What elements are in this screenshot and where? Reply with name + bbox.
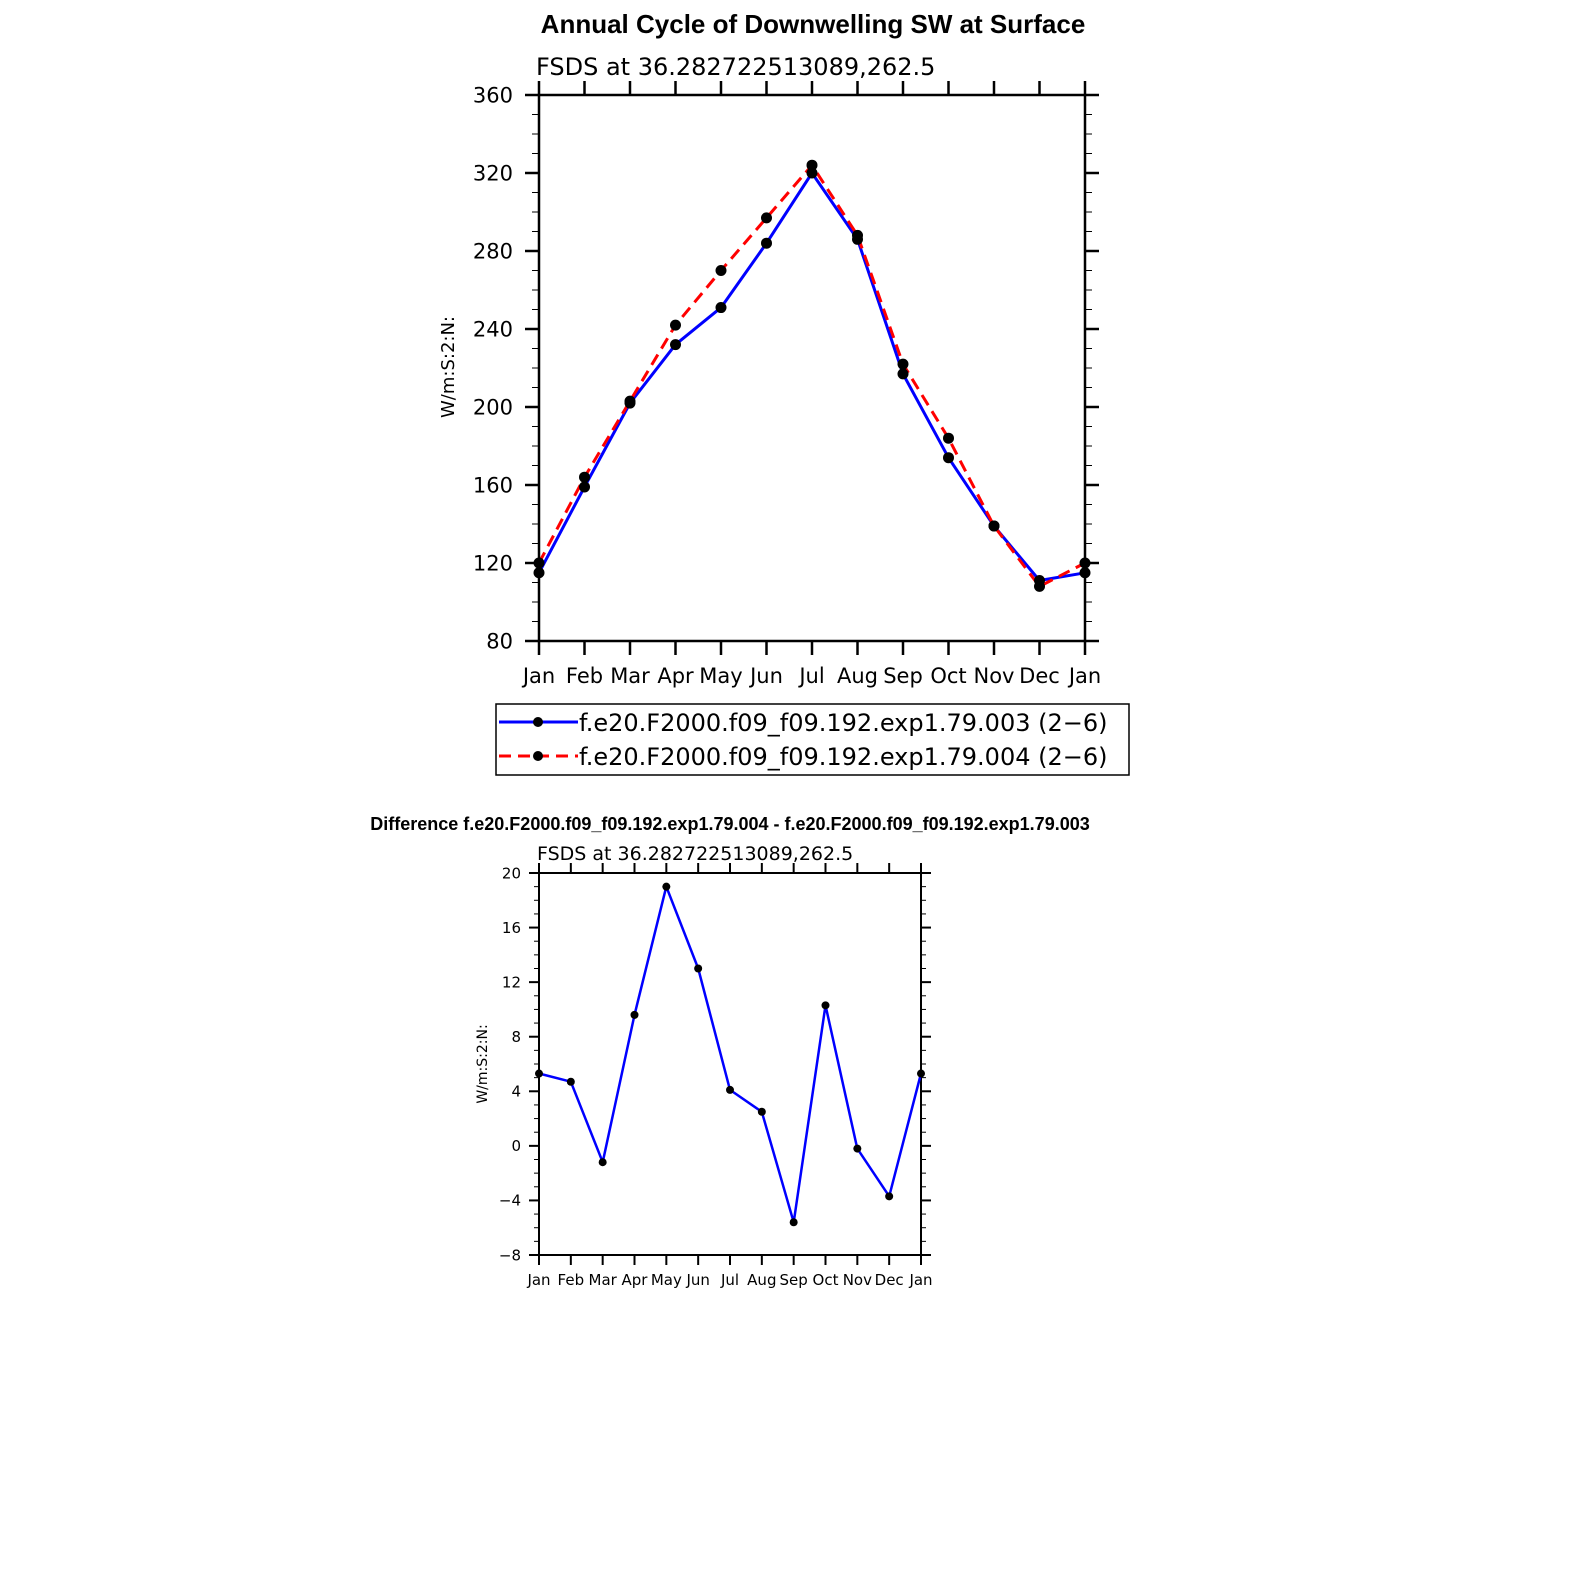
series-1-point (567, 1078, 575, 1086)
legend-label-003: f.e20.F2000.f09_f09.192.exp1.79.003 (2−6) (579, 709, 1108, 737)
x-tick-label: Jun (686, 1271, 710, 1289)
series-1-point (761, 238, 772, 249)
x-tick-label: Sep (779, 1271, 808, 1289)
series-1-point (1080, 567, 1091, 578)
x-tick-label: Jul (720, 1271, 740, 1289)
series-1-point (885, 1192, 893, 1200)
panel2-subtitle: FSDS at 36.282722513089,262.5 (537, 843, 854, 865)
y-tick-label: −8 (498, 1246, 521, 1265)
series-1-point (535, 1070, 543, 1078)
y-tick-label: 200 (472, 395, 513, 420)
y-tick-label: 80 (486, 629, 513, 654)
series-1-point (599, 1158, 607, 1166)
x-tick-label: Oct (812, 1271, 839, 1289)
x-tick-label: Feb (557, 1271, 585, 1289)
panel2-y-axis-label: W/m:S:2:N: (475, 1024, 491, 1104)
y-tick-label: 0 (511, 1137, 521, 1156)
x-tick-label: Aug (747, 1271, 777, 1289)
series-2-point (1034, 581, 1045, 592)
series-1-point (534, 567, 545, 578)
series-1-point (790, 1218, 798, 1226)
y-tick-label: 240 (472, 317, 513, 342)
series-1-point (670, 339, 681, 350)
x-tick-label: Aug (836, 664, 879, 688)
series-1-point (726, 1086, 734, 1094)
series-1-point (662, 883, 670, 891)
series-2-point (943, 433, 954, 444)
y-tick-label: −4 (498, 1191, 521, 1210)
series-2-point (898, 359, 909, 370)
y-tick-label: 4 (511, 1082, 521, 1101)
x-tick-label: Dec (1019, 664, 1060, 688)
x-tick-label: Dec (874, 1271, 904, 1289)
x-tick-label: Oct (930, 664, 967, 688)
y-tick-label: 360 (472, 83, 513, 108)
series-2-point (534, 558, 545, 569)
series-1-point (758, 1108, 766, 1116)
series-2-point (852, 230, 863, 241)
x-tick-label: Sep (883, 664, 923, 688)
series-2-point (1080, 558, 1091, 569)
legend-marker-004 (533, 751, 543, 761)
panel1-title: Annual Cycle of Downwelling SW at Surface (540, 9, 1086, 39)
series-1-point (822, 1001, 830, 1009)
series-2-point (807, 160, 818, 171)
y-tick-label: 320 (472, 161, 513, 186)
series-2-point (670, 320, 681, 331)
series-1-point (917, 1070, 925, 1078)
x-tick-label: May (650, 1271, 682, 1289)
x-tick-label: Mar (588, 1271, 617, 1289)
x-tick-label: Nov (842, 1271, 872, 1289)
panel1-subtitle: FSDS at 36.282722513089,262.5 (536, 53, 936, 81)
legend-label-004: f.e20.F2000.f09_f09.192.exp1.79.004 (2−6) (579, 743, 1108, 771)
x-tick-label: Jan (1068, 664, 1102, 688)
panel2-title: Difference f.e20.F2000.f09_f09.192.exp1.79.004 - f.e20.F2000.f09_f09.192.exp1.79.003 (370, 814, 1090, 834)
series-2-point (625, 396, 636, 407)
legend-marker-003 (533, 717, 543, 727)
x-tick-label: Apr (621, 1271, 648, 1289)
x-tick-label: Feb (565, 664, 604, 688)
series-1-point (898, 368, 909, 379)
x-tick-label: Jul (799, 664, 825, 688)
y-tick-label: 160 (472, 473, 513, 498)
series-1-point (694, 965, 702, 973)
x-tick-label: Jan (522, 664, 556, 688)
y-tick-label: 120 (472, 551, 513, 576)
y-tick-label: 280 (472, 239, 513, 264)
x-tick-label: Mar (610, 664, 650, 688)
series-1-point (716, 302, 727, 313)
x-tick-label: Jan (909, 1271, 933, 1289)
series-1-point (631, 1011, 639, 1019)
x-tick-label: Apr (657, 664, 694, 688)
y-tick-label: 16 (501, 918, 521, 937)
panel1-y-axis-label: W/m:S:2:N: (438, 316, 459, 418)
series-2-point (989, 520, 1000, 531)
y-tick-label: 12 (501, 973, 521, 992)
x-tick-label: Nov (973, 664, 1015, 688)
series-1-point (853, 1145, 861, 1153)
series-2-point (716, 265, 727, 276)
series-2-point (761, 212, 772, 223)
y-tick-label: 8 (511, 1027, 521, 1046)
y-tick-label: 20 (501, 864, 521, 883)
x-tick-label: May (699, 664, 743, 688)
series-1-point (579, 481, 590, 492)
series-2-point (579, 472, 590, 483)
series-1-point (943, 452, 954, 463)
x-tick-label: Jan (527, 1271, 551, 1289)
x-tick-label: Jun (750, 664, 783, 688)
